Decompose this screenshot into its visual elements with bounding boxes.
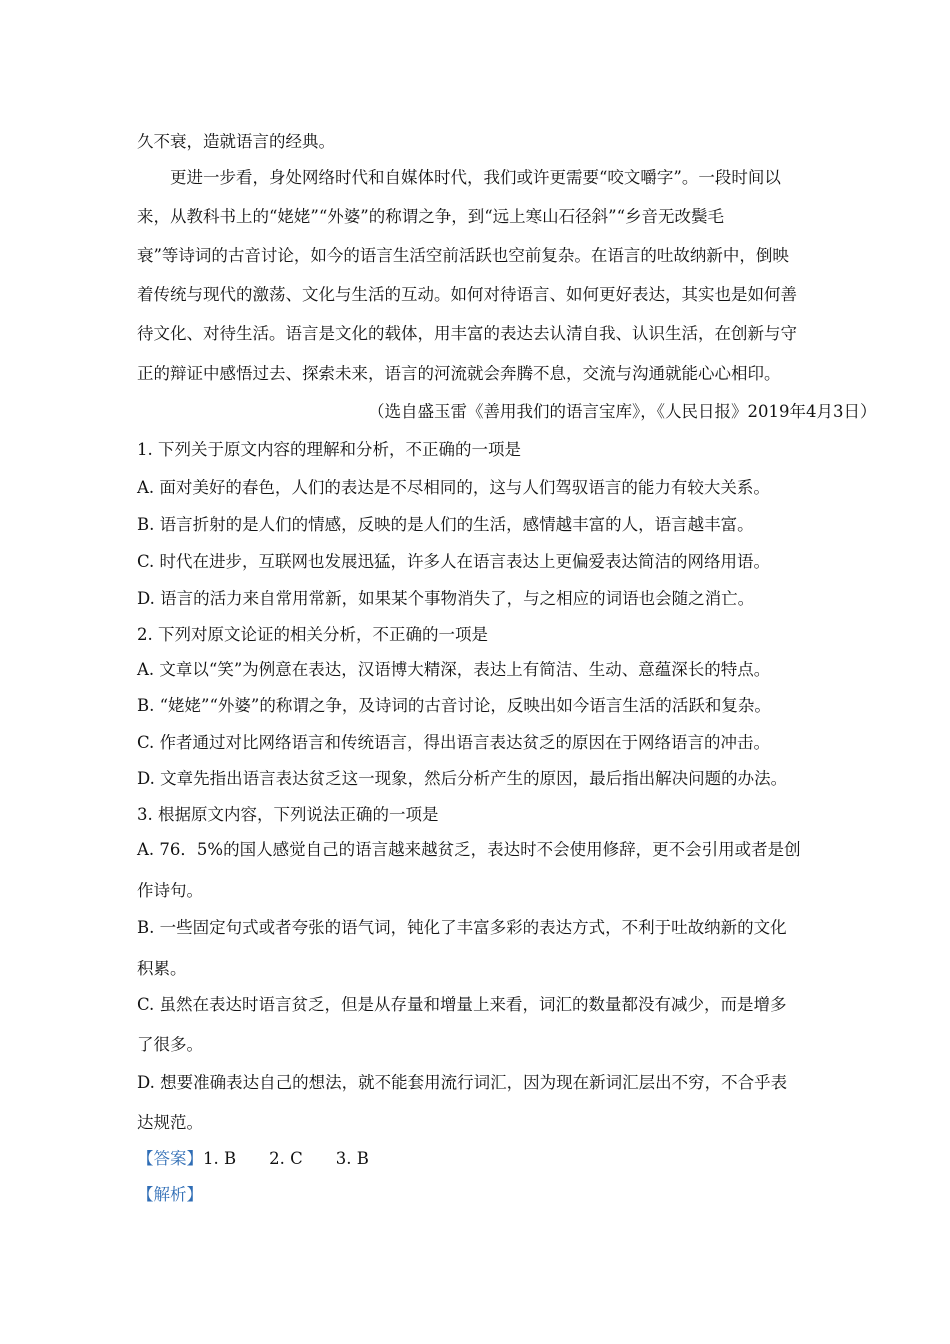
answer-label: 【答案】 [137,1149,203,1168]
question-option: C. 作者通过对比网络语言和传统语言，得出语言表达贫乏的原因在于网络语言的冲击。 [137,733,771,752]
question-option: A. 文章以“笑”为例意在表达，汉语博大精深，表达上有简洁、生动、意蕴深长的特点。 [137,660,771,679]
question-option: D. 文章先指出语言表达贫乏这一现象，然后分析产生的原因，最后指出解决问题的办法。 [137,769,788,788]
question-stem: 2. 下列对原文论证的相关分析，不正确的一项是 [137,625,488,644]
question-option-continued: 积累。 [137,959,187,978]
question-option: C. 时代在进步，互联网也发展迅猛，许多人在语言表达上更偏爱表达简洁的网络用语。 [137,552,771,571]
analysis-label: 【解析】 [137,1185,203,1204]
passage-line: 衰”等诗词的古音讨论，如今的语言生活空前活跃也空前复杂。在语言的吐故纳新中，倒映 [137,246,789,265]
question-option-continued: 作诗句。 [137,881,203,900]
passage-source: （选自盛玉雷《善用我们的语言宝库》，《人民日报》2019年4月3日） [368,402,877,421]
question-option: D. 想要准确表达自己的想法，就不能套用流行词汇，因为现在新词汇层出不穷，不合乎表 [137,1073,788,1092]
question-option-continued: 了很多。 [137,1035,203,1054]
question-option: B. 一些固定句式或者夸张的语气词，钝化了丰富多彩的表达方式，不利于吐故纳新的文化 [137,918,787,937]
passage-line: 待文化、对待生活。语言是文化的载体，用丰富的表达去认清自我、认识生活，在创新与守 [137,324,797,343]
passage-line: 久不衰，造就语言的经典。 [137,132,335,151]
question-option: B. 语言折射的是人们的情感，反映的是人们的生活，感情越丰富的人，语言越丰富。 [137,515,754,534]
question-option: A. 76．5%的国人感觉自己的语言越来越贫乏，表达时不会使用修辞，更不会引用或者是创 [137,840,801,859]
passage-line: 更进一步看，身处网络时代和自媒体时代，我们或许更需要“咬文嚼字”。一段时间以 [170,168,781,187]
question-option: D. 语言的活力来自常用常新，如果某个事物消失了，与之相应的词语也会随之消亡。 [137,589,755,608]
passage-line: 正的辩证中感悟过去、探索未来，语言的河流就会奔腾不息，交流与沟通就能心心相印。 [137,364,781,383]
passage-line: 着传统与现代的激荡、文化与生活的互动。如何对待语言、如何更好表达，其实也是如何善 [137,285,797,304]
question-stem: 1. 下列关于原文内容的理解和分析，不正确的一项是 [137,440,521,459]
passage-line: 来，从教科书上的“姥姥”“外婆”的称谓之争，到“远上寒山石径斜”“乡音无改鬓毛 [137,207,725,226]
question-option: B. “姥姥”“外婆”的称谓之争，及诗词的古音讨论，反映出如今语言生活的活跃和复杂。 [137,696,771,715]
question-option-continued: 达规范。 [137,1113,203,1132]
question-option: C. 虽然在表达时语言贫乏，但是从存量和增量上来看，词汇的数量都没有减少，而是增多 [137,995,787,1014]
answer-row [137,1145,369,1169]
question-option: A. 面对美好的春色，人们的表达是不尽相同的，这与人们驾驭语言的能力有较大关系。 [137,478,770,497]
question-stem: 3. 根据原文内容，下列说法正确的一项是 [137,805,439,824]
answer-values: 1. B 2. C 3. B [203,1149,369,1168]
analysis-row [137,1181,203,1205]
